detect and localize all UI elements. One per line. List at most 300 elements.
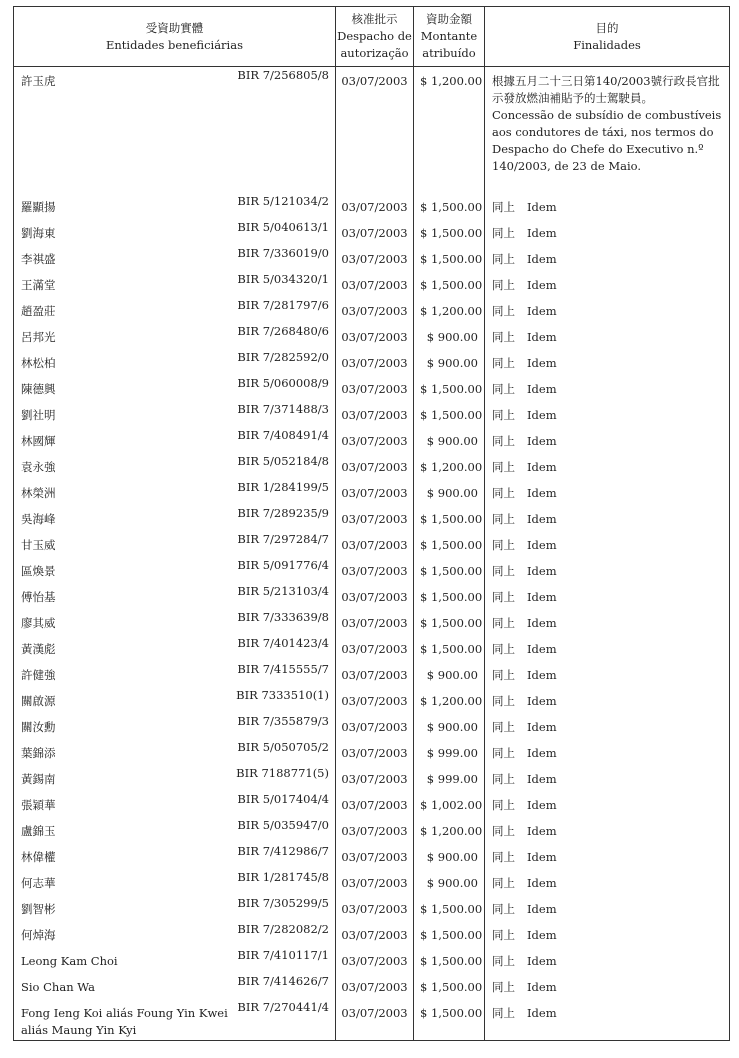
header-beneficiaries-zh: 受資助實體 (145, 20, 204, 35)
beneficiary-cell (14, 661, 336, 687)
dispatch-date: 03/07/2003 (336, 479, 414, 505)
dispatch-date: 03/07/2003 (336, 193, 414, 219)
bir-number: BIR 5/034320/1 (237, 271, 329, 286)
idem-pt: Idem (527, 407, 557, 422)
idem-zh: 同上 (492, 381, 515, 396)
beneficiary-cell (14, 843, 336, 869)
purpose-cell (485, 765, 730, 791)
idem-zh: 同上 (492, 693, 515, 708)
header-dispatch (336, 7, 414, 67)
beneficiary-name: 黃錫南 (21, 771, 56, 786)
beneficiary-name: 趙盈莊 (21, 303, 56, 318)
table-row (14, 453, 730, 479)
dispatch-date: 03/07/2003 (336, 453, 414, 479)
table-row (14, 245, 730, 271)
dispatch-date: 03/07/2003 (336, 843, 414, 869)
header-beneficiaries (14, 7, 336, 67)
idem-pt: Idem (527, 303, 557, 318)
bir-number: BIR 5/035947/0 (237, 817, 329, 832)
beneficiary-cell (14, 349, 336, 375)
idem-pt: Idem (527, 979, 557, 994)
beneficiary-name: Fong Ieng Koi aliás Foung Yin Kwei aliás Maung Yin Kyi (21, 1005, 228, 1037)
idem-zh: 同上 (492, 953, 515, 968)
dispatch-date: 03/07/2003 (336, 505, 414, 531)
beneficiary-name: Sio Chan Wa (21, 979, 95, 994)
amount: $ 1,500.00 (414, 609, 485, 635)
bir-number: BIR 7/281797/6 (237, 297, 329, 312)
idem-zh: 同上 (492, 771, 515, 786)
amount: $ 1,500.00 (414, 375, 485, 401)
table-row (14, 791, 730, 817)
table-row (14, 895, 730, 921)
table-row (14, 427, 730, 453)
beneficiary-name: 張穎華 (21, 797, 56, 812)
beneficiary-name: 傅怡基 (21, 589, 56, 604)
idem-zh: 同上 (492, 251, 515, 266)
idem-pt: Idem (527, 745, 557, 760)
amount: $ 1,500.00 (414, 401, 485, 427)
bir-number: BIR 7/256805/8 (237, 68, 329, 82)
beneficiary-cell (14, 973, 336, 999)
header-purpose (485, 7, 730, 67)
idem-zh: 同上 (492, 511, 515, 526)
beneficiary-cell (14, 453, 336, 479)
dispatch-date: 03/07/2003 (336, 661, 414, 687)
header-dispatch-pt2: autorização (340, 46, 409, 60)
dispatch-date: 03/07/2003 (336, 297, 414, 323)
idem-zh: 同上 (492, 823, 515, 838)
table-row (14, 843, 730, 869)
bir-number: BIR 7/282082/2 (237, 921, 329, 936)
header-beneficiaries-pt: Entidades beneficiárias (105, 37, 243, 52)
purpose-cell (485, 947, 730, 973)
beneficiary-cell (14, 687, 336, 713)
purpose-cell (485, 739, 730, 765)
dispatch-date: 03/07/2003 (336, 869, 414, 895)
beneficiary-cell (14, 635, 336, 661)
header-dispatch-pt1: Despacho de (337, 29, 412, 43)
table-row (14, 557, 730, 583)
beneficiary-name: 呂邦光 (21, 329, 56, 344)
beneficiary-cell (14, 505, 336, 531)
dispatch-date: 03/07/2003 (336, 531, 414, 557)
idem-zh: 同上 (492, 407, 515, 422)
beneficiary-name: 何焯海 (21, 927, 56, 942)
idem-pt: Idem (527, 901, 557, 916)
idem-zh: 同上 (492, 485, 515, 500)
idem-zh: 同上 (492, 615, 515, 630)
bir-number: BIR 7/401423/4 (237, 635, 329, 650)
beneficiary-name: 關汝勳 (21, 719, 56, 734)
dispatch-date: 03/07/2003 (336, 791, 414, 817)
table-row (14, 219, 730, 245)
bir-number: BIR 7188771(5) (236, 765, 329, 780)
idem-pt: Idem (527, 641, 557, 656)
table-row (14, 765, 730, 791)
amount: $ 1,500.00 (414, 271, 485, 297)
purpose-cell (485, 67, 730, 193)
bir-number: BIR 5/017404/4 (237, 791, 329, 806)
table-row (14, 297, 730, 323)
purpose-cell (485, 323, 730, 349)
amount: $ 1,500.00 (414, 505, 485, 531)
purpose-cell (485, 297, 730, 323)
purpose-cell (485, 869, 730, 895)
amount: $ 1,500.00 (414, 999, 485, 1041)
idem-pt: Idem (527, 849, 557, 864)
dispatch-date: 03/07/2003 (336, 999, 414, 1041)
bir-number: BIR 5/052184/8 (237, 453, 329, 468)
bir-number: BIR 7/282592/0 (237, 349, 329, 364)
dispatch-date: 03/07/2003 (336, 739, 414, 765)
table-row (14, 635, 730, 661)
table-row (14, 401, 730, 427)
beneficiary-cell (14, 947, 336, 973)
header-amount-pt1: Montante (420, 29, 478, 43)
table-row (14, 349, 730, 375)
bir-number: BIR 7/412986/7 (237, 843, 329, 858)
idem-zh: 同上 (492, 355, 515, 370)
idem-zh: 同上 (492, 303, 515, 318)
idem-pt: Idem (527, 355, 557, 370)
purpose-cell (485, 999, 730, 1041)
purpose-pt: Concessão de subsídio de combustíveis aos condutores de táxi, nos termos do Despacho do Chefe do Executivo n.º 140/2003, de 23 de Maio. (492, 108, 722, 173)
header-purpose-zh: 目的 (595, 20, 619, 35)
purpose-cell (485, 791, 730, 817)
table-row (14, 869, 730, 895)
idem-zh: 同上 (492, 589, 515, 604)
bir-number: BIR 7/415555/7 (237, 661, 329, 676)
table-row (14, 973, 730, 999)
amount: $ 1,500.00 (414, 895, 485, 921)
amount: $ 1,002.00 (414, 791, 485, 817)
beneficiary-cell (14, 817, 336, 843)
table-row (14, 583, 730, 609)
table-row (14, 661, 730, 687)
beneficiary-name: 劉社明 (21, 407, 56, 422)
beneficiary-cell (14, 427, 336, 453)
idem-pt: Idem (527, 771, 557, 786)
beneficiary-cell (14, 999, 336, 1041)
amount: $ 1,500.00 (414, 219, 485, 245)
dispatch-date: 03/07/2003 (336, 583, 414, 609)
purpose-cell (485, 505, 730, 531)
idem-pt: Idem (527, 693, 557, 708)
table-row (14, 193, 730, 219)
amount: $ 1,500.00 (414, 947, 485, 973)
idem-zh: 同上 (492, 433, 515, 448)
table-row (14, 531, 730, 557)
table-row (14, 817, 730, 843)
idem-pt: Idem (527, 433, 557, 448)
table-row (14, 505, 730, 531)
beneficiary-name: 許健強 (21, 667, 56, 682)
beneficiary-cell (14, 921, 336, 947)
idem-zh: 同上 (492, 979, 515, 994)
beneficiary-name: 許玉虎 (21, 74, 56, 88)
beneficiary-cell (14, 401, 336, 427)
table-row (14, 947, 730, 973)
beneficiary-name: 甘玉威 (21, 537, 56, 552)
table-row (14, 999, 730, 1041)
purpose-cell (485, 843, 730, 869)
beneficiary-cell (14, 739, 336, 765)
beneficiary-name: 葉錦添 (21, 745, 56, 760)
beneficiary-name: 林榮洲 (21, 485, 56, 500)
table-row (14, 609, 730, 635)
idem-zh: 同上 (492, 563, 515, 578)
beneficiary-name: Leong Kam Choi (21, 953, 118, 968)
bir-number: BIR 5/040613/1 (237, 219, 329, 234)
idem-pt: Idem (527, 277, 557, 292)
idem-pt: Idem (527, 823, 557, 838)
beneficiary-name: 林松柏 (21, 355, 56, 370)
amount: $ 1,500.00 (414, 193, 485, 219)
idem-zh: 同上 (492, 745, 515, 760)
beneficiary-name: 羅顯揚 (21, 199, 56, 214)
beneficiary-cell (14, 765, 336, 791)
beneficiary-cell (14, 67, 336, 193)
idem-zh: 同上 (492, 459, 515, 474)
beneficiary-name: 黃漢彪 (21, 641, 56, 656)
beneficiary-name: 劉海東 (21, 225, 56, 240)
purpose-cell (485, 661, 730, 687)
purpose-cell (485, 557, 730, 583)
idem-pt: Idem (527, 667, 557, 682)
idem-zh: 同上 (492, 199, 515, 214)
bir-number: BIR 7/297284/7 (237, 531, 329, 546)
amount: $ 1,500.00 (414, 245, 485, 271)
bir-number: BIR 7/268480/6 (237, 323, 329, 338)
purpose-cell (485, 349, 730, 375)
bir-number: BIR 5/213103/4 (237, 583, 329, 598)
dispatch-date: 03/07/2003 (336, 765, 414, 791)
idem-pt: Idem (527, 329, 557, 344)
bir-number: BIR 7/371488/3 (237, 401, 329, 416)
beneficiary-name: 劉智彬 (21, 901, 56, 916)
beneficiary-cell (14, 895, 336, 921)
amount: $ 1,500.00 (414, 583, 485, 609)
header-purpose-pt: Finalidades (573, 37, 641, 52)
purpose-cell (485, 531, 730, 557)
dispatch-date: 03/07/2003 (336, 687, 414, 713)
idem-pt: Idem (527, 615, 557, 630)
idem-zh: 同上 (492, 901, 515, 916)
beneficiary-name: 關啟源 (21, 693, 56, 708)
beneficiary-cell (14, 193, 336, 219)
idem-zh: 同上 (492, 719, 515, 734)
bir-number: BIR 7/355879/3 (237, 713, 329, 728)
beneficiary-cell (14, 713, 336, 739)
purpose-cell (485, 609, 730, 635)
amount: $ 1,200.00 (414, 817, 485, 843)
dispatch-date: 03/07/2003 (336, 609, 414, 635)
idem-pt: Idem (527, 953, 557, 968)
table-row (14, 739, 730, 765)
dispatch-date: 03/07/2003 (336, 219, 414, 245)
dispatch-date: 03/07/2003 (336, 271, 414, 297)
purpose-zh: 根據五月二十三日第140/2003號行政長官批示發放燃油補貼予的士駕駛員。 (492, 74, 720, 105)
bir-number: BIR 5/050705/2 (237, 739, 329, 754)
bir-number: BIR 7/333639/8 (237, 609, 329, 624)
beneficiary-name: 林國輝 (21, 433, 56, 448)
purpose-cell (485, 401, 730, 427)
table-row (14, 479, 730, 505)
purpose-cell (485, 479, 730, 505)
purpose-cell (485, 895, 730, 921)
amount: $ 1,500.00 (414, 635, 485, 661)
dispatch-date: 03/07/2003 (336, 921, 414, 947)
bir-number: BIR 5/060008/9 (237, 375, 329, 390)
amount: $ 900.00 (414, 349, 485, 375)
amount: $ 1,500.00 (414, 921, 485, 947)
idem-zh: 同上 (492, 329, 515, 344)
purpose-cell (485, 245, 730, 271)
bir-number: BIR 7/408491/4 (237, 427, 329, 442)
beneficiary-cell (14, 245, 336, 271)
dispatch-date: 03/07/2003 (336, 427, 414, 453)
idem-zh: 同上 (492, 875, 515, 890)
purpose-cell (485, 453, 730, 479)
dispatch-date: 03/07/2003 (336, 401, 414, 427)
dispatch-date: 03/07/2003 (336, 713, 414, 739)
idem-zh: 同上 (492, 641, 515, 656)
amount: $ 900.00 (414, 323, 485, 349)
beneficiary-cell (14, 375, 336, 401)
idem-zh: 同上 (492, 225, 515, 240)
purpose-cell (485, 635, 730, 661)
idem-pt: Idem (527, 225, 557, 240)
amount: $ 999.00 (414, 739, 485, 765)
idem-pt: Idem (527, 797, 557, 812)
bir-number: BIR 7/305299/5 (237, 895, 329, 910)
idem-pt: Idem (527, 459, 557, 474)
amount: $ 1,500.00 (414, 973, 485, 999)
idem-pt: Idem (527, 199, 557, 214)
amount: $ 1,500.00 (414, 557, 485, 583)
purpose-cell (485, 193, 730, 219)
purpose-cell (485, 219, 730, 245)
beneficiary-cell (14, 297, 336, 323)
dispatch-date: 03/07/2003 (336, 323, 414, 349)
amount: $ 1,500.00 (414, 531, 485, 557)
amount: $ 999.00 (414, 765, 485, 791)
subsidy-table (13, 6, 730, 1041)
amount: $ 1,200.00 (414, 67, 485, 193)
dispatch-date: 03/07/2003 (336, 973, 414, 999)
purpose-cell (485, 713, 730, 739)
table-row (14, 375, 730, 401)
idem-pt: Idem (527, 485, 557, 500)
purpose-cell (485, 687, 730, 713)
beneficiary-name: 區煥景 (21, 563, 56, 578)
beneficiary-cell (14, 609, 336, 635)
dispatch-date: 03/07/2003 (336, 635, 414, 661)
beneficiary-name: 王滿堂 (21, 277, 56, 292)
amount: $ 900.00 (414, 427, 485, 453)
idem-pt: Idem (527, 563, 557, 578)
idem-pt: Idem (527, 381, 557, 396)
beneficiary-cell (14, 479, 336, 505)
table-row (14, 323, 730, 349)
purpose-cell (485, 817, 730, 843)
amount: $ 1,200.00 (414, 453, 485, 479)
purpose-cell (485, 921, 730, 947)
beneficiary-cell (14, 323, 336, 349)
beneficiary-cell (14, 219, 336, 245)
idem-pt: Idem (527, 719, 557, 734)
header-amount-pt2: atribuído (422, 46, 476, 60)
amount: $ 900.00 (414, 713, 485, 739)
beneficiary-name: 吳海峰 (21, 511, 56, 526)
table-row (14, 687, 730, 713)
amount: $ 900.00 (414, 661, 485, 687)
dispatch-date: 03/07/2003 (336, 947, 414, 973)
beneficiary-name: 陳德興 (21, 381, 56, 396)
amount: $ 900.00 (414, 869, 485, 895)
dispatch-date: 03/07/2003 (336, 895, 414, 921)
beneficiary-cell (14, 791, 336, 817)
purpose-cell (485, 427, 730, 453)
bir-number: BIR 7/410117/1 (237, 947, 329, 962)
idem-pt: Idem (527, 511, 557, 526)
dispatch-date: 03/07/2003 (336, 375, 414, 401)
idem-pt: Idem (527, 875, 557, 890)
bir-number: BIR 7/414626/7 (237, 973, 329, 988)
idem-zh: 同上 (492, 797, 515, 812)
dispatch-date: 03/07/2003 (336, 245, 414, 271)
bir-number: BIR 7/289235/9 (237, 505, 329, 520)
amount: $ 900.00 (414, 479, 485, 505)
amount: $ 900.00 (414, 843, 485, 869)
purpose-cell (485, 375, 730, 401)
beneficiary-name: 李祺盛 (21, 251, 56, 266)
table-row (14, 67, 730, 193)
idem-pt: Idem (527, 1005, 557, 1020)
bir-number: BIR 1/281745/8 (237, 869, 329, 884)
idem-zh: 同上 (492, 849, 515, 864)
beneficiary-cell (14, 557, 336, 583)
dispatch-date: 03/07/2003 (336, 67, 414, 193)
purpose-cell (485, 271, 730, 297)
bir-number: BIR 5/091776/4 (237, 557, 329, 572)
idem-pt: Idem (527, 589, 557, 604)
idem-pt: Idem (527, 537, 557, 552)
table-row (14, 921, 730, 947)
idem-zh: 同上 (492, 927, 515, 942)
beneficiary-cell (14, 271, 336, 297)
beneficiary-cell (14, 869, 336, 895)
idem-pt: Idem (527, 927, 557, 942)
table-row (14, 713, 730, 739)
idem-zh: 同上 (492, 537, 515, 552)
header-row (14, 7, 730, 67)
amount: $ 1,200.00 (414, 297, 485, 323)
beneficiary-name: 袁永強 (21, 459, 56, 474)
idem-zh: 同上 (492, 667, 515, 682)
dispatch-date: 03/07/2003 (336, 349, 414, 375)
purpose-cell (485, 973, 730, 999)
beneficiary-name: 盧錦玉 (21, 823, 56, 838)
idem-zh: 同上 (492, 1005, 515, 1020)
header-amount (414, 7, 485, 67)
bir-number: BIR 7/270441/4 (237, 999, 329, 1014)
bir-number: BIR 5/121034/2 (237, 193, 329, 208)
dispatch-date: 03/07/2003 (336, 557, 414, 583)
bir-number: BIR 7333510(1) (236, 687, 329, 702)
idem-zh: 同上 (492, 277, 515, 292)
bir-number: BIR 7/336019/0 (237, 245, 329, 260)
